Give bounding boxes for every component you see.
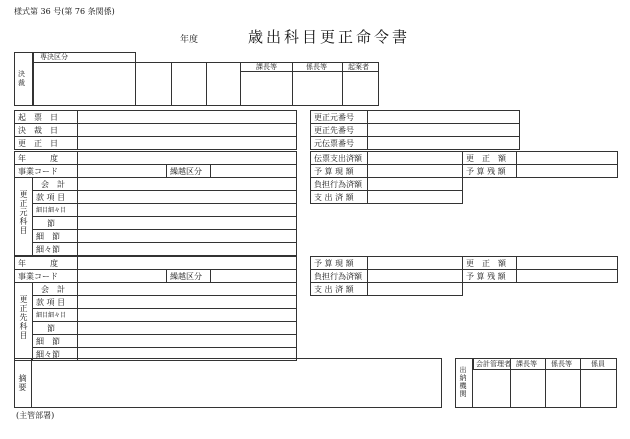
dest-remaining-label: 予 算 残 額 xyxy=(463,270,517,283)
dest-row-label: 款 項 目 xyxy=(33,296,78,309)
source-number-label: 更正元番号 xyxy=(311,111,368,124)
treasury-label: 出納機関 xyxy=(459,366,467,398)
source-row-label: 細 節 xyxy=(33,230,78,243)
dest-row-field[interactable] xyxy=(78,322,297,335)
dest-year-field[interactable] xyxy=(78,257,297,270)
exclusive-section-label: 専決区分 xyxy=(40,53,68,61)
source-row-label: 細々節 xyxy=(33,243,78,256)
dest-side-label: 更正先科目 xyxy=(19,295,28,340)
dates-table xyxy=(14,110,297,150)
dest-row-field[interactable] xyxy=(78,283,297,296)
dest-year-label: 年 度 xyxy=(15,257,78,270)
approved-date-label: 決 裁 日 xyxy=(15,124,78,137)
dest-row-label: 細目細々目 xyxy=(33,309,78,322)
source-row-label: 会 計 xyxy=(33,178,78,191)
source-carryover-label: 繰越区分 xyxy=(167,165,211,178)
dest-amount-field[interactable] xyxy=(368,270,463,283)
summary-label: 摘要 xyxy=(18,374,27,392)
source-amount-field[interactable] xyxy=(368,178,463,191)
dest-amount-label: 支 出 済 額 xyxy=(311,283,368,296)
source-row-field[interactable] xyxy=(78,191,297,204)
approval-role-section-chief: 課長等 xyxy=(256,63,277,71)
dest-number-field[interactable] xyxy=(368,124,520,137)
source-row-label: 細目細々目 xyxy=(33,204,78,217)
approval-role-drafter: 起案者 xyxy=(348,63,369,71)
source-amounts-table xyxy=(310,151,618,204)
source-project-code-label: 事業コード xyxy=(15,165,78,178)
source-side-cell xyxy=(15,178,33,256)
dest-row-label: 会 計 xyxy=(33,283,78,296)
source-correction-field[interactable] xyxy=(517,152,618,165)
source-account-table xyxy=(14,151,297,256)
treasury-role-section-chief: 課長等 xyxy=(516,360,537,368)
dest-row-label: 細々節 xyxy=(33,348,78,361)
voucher-numbers-table xyxy=(310,110,520,150)
source-amount-label: 予 算 現 額 xyxy=(311,165,368,178)
correction-date-label: 更 正 日 xyxy=(15,137,78,150)
dest-number-label: 更正先番号 xyxy=(311,124,368,137)
source-amount-field[interactable] xyxy=(368,191,463,204)
correction-date-field[interactable] xyxy=(78,137,297,150)
source-number-field[interactable] xyxy=(368,111,520,124)
source-row-label: 節 xyxy=(33,217,78,230)
dest-correction-field[interactable] xyxy=(517,257,618,270)
dest-carryover-field[interactable] xyxy=(211,270,297,283)
treasury-role-subsection-chief: 係長等 xyxy=(551,360,572,368)
treasury-role-staff: 係員 xyxy=(591,360,605,368)
dest-row-label: 節 xyxy=(33,322,78,335)
source-project-code-field[interactable] xyxy=(78,165,167,178)
department-label: (主管部署) xyxy=(16,411,55,420)
dest-amount-label: 予 算 現 額 xyxy=(311,257,368,270)
source-row-label: 款 項 目 xyxy=(33,191,78,204)
source-row-field[interactable] xyxy=(78,243,297,256)
source-amount-label: 伝票支出済額 xyxy=(311,152,368,165)
source-amount-field[interactable] xyxy=(368,165,463,178)
source-row-field[interactable] xyxy=(78,204,297,217)
original-voucher-label: 元伝票番号 xyxy=(311,137,368,150)
source-carryover-field[interactable] xyxy=(211,165,297,178)
dest-amounts-table xyxy=(310,256,618,296)
dest-amount-field[interactable] xyxy=(368,283,463,296)
dest-amount-field[interactable] xyxy=(368,257,463,270)
dest-account-table xyxy=(14,256,297,361)
dest-amount-label: 負担行為済額 xyxy=(311,270,368,283)
approved-date-field[interactable] xyxy=(78,124,297,137)
source-row-field[interactable] xyxy=(78,217,297,230)
dest-row-label: 細 節 xyxy=(33,335,78,348)
dest-row-field[interactable] xyxy=(78,335,297,348)
source-year-field[interactable] xyxy=(78,152,297,165)
source-side-label: 更正元科目 xyxy=(19,190,28,235)
dest-project-code-field[interactable] xyxy=(78,270,167,283)
original-voucher-field[interactable] xyxy=(368,137,520,150)
source-amount-field[interactable] xyxy=(368,152,463,165)
summary-field[interactable] xyxy=(32,358,442,408)
created-date-field[interactable] xyxy=(78,111,297,124)
source-remaining-label: 予 算 残 額 xyxy=(463,165,517,178)
source-correction-label: 更 正 額 xyxy=(463,152,517,165)
dest-remaining-field[interactable] xyxy=(517,270,618,283)
dest-correction-label: 更 正 額 xyxy=(463,257,517,270)
source-row-field[interactable] xyxy=(78,230,297,243)
dest-row-field[interactable] xyxy=(78,296,297,309)
source-amount-label: 支 出 済 額 xyxy=(311,191,368,204)
approval-role-subsection-chief: 係長等 xyxy=(306,63,327,71)
year-label: 年度 xyxy=(180,35,199,45)
source-row-field[interactable] xyxy=(78,178,297,191)
source-amount-label: 負担行為済額 xyxy=(311,178,368,191)
approval-label: 決裁 xyxy=(18,70,25,87)
form-number: 様式第 36 号(第 76 条関係) xyxy=(14,7,115,16)
dest-project-code-label: 事業コード xyxy=(15,270,78,283)
dest-side-cell xyxy=(15,283,33,361)
source-year-label: 年 度 xyxy=(15,152,78,165)
dest-row-field[interactable] xyxy=(78,309,297,322)
dest-carryover-label: 繰越区分 xyxy=(167,270,211,283)
treasury-role-accounting-manager: 会計管理者 xyxy=(476,360,511,368)
source-remaining-field[interactable] xyxy=(517,165,618,178)
page-title: 歳出科目更正命令書 xyxy=(248,28,411,46)
created-date-label: 起 票 日 xyxy=(15,111,78,124)
